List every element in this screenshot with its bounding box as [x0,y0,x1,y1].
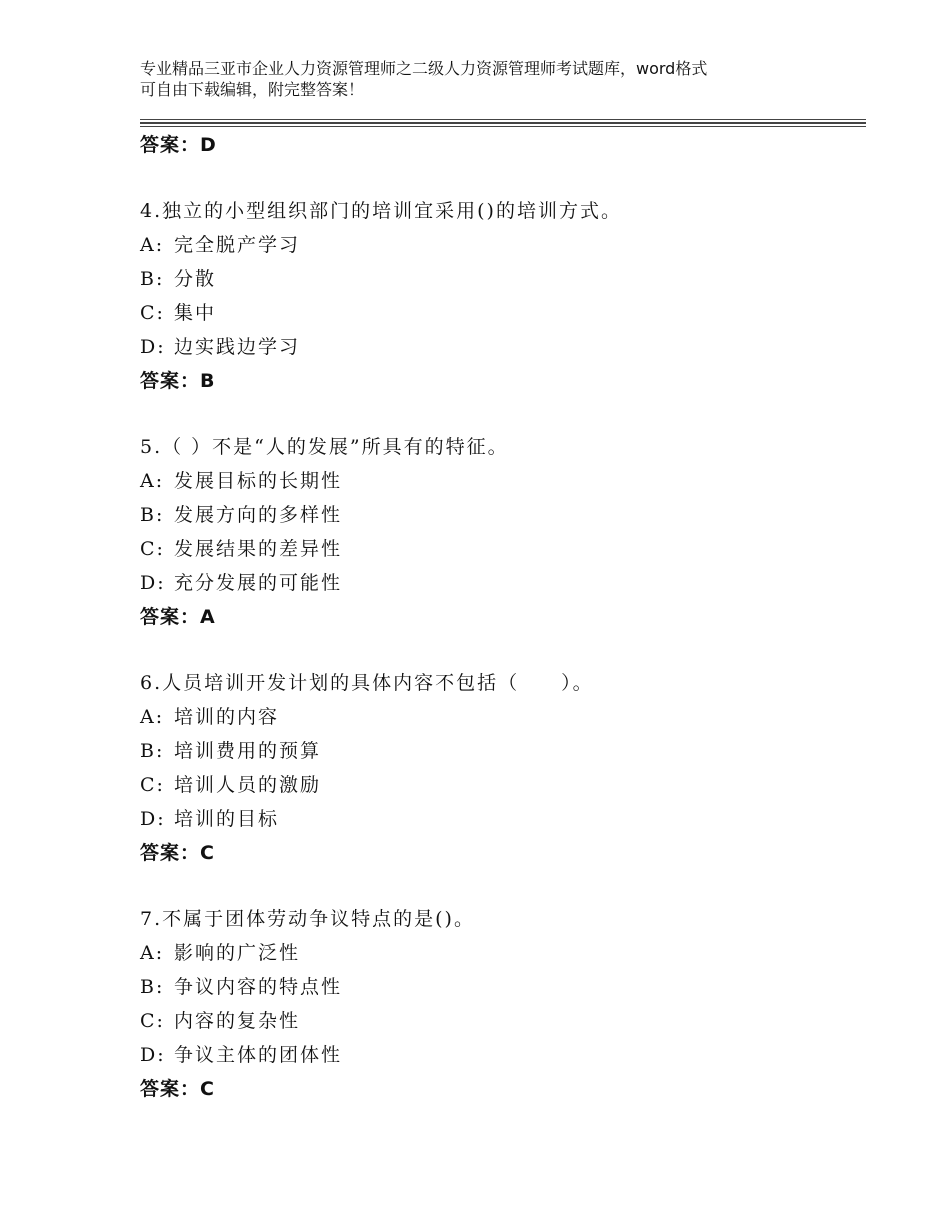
question-5 [140,430,860,634]
question-6 [140,666,860,870]
answer: 答案：A [140,606,216,628]
answer: 答案：C [140,842,215,864]
question-4 [140,194,860,398]
option-b: B: 分散 [140,268,217,290]
document-header [140,58,820,100]
option-a: A: 培训的内容 [140,706,280,728]
question-text: 6.人员培训开发计划的具体内容不包括（ ）。 [140,672,594,694]
option-c: C: 集中 [140,302,217,324]
header-line-1: 专业精品三亚市企业人力资源管理师之二级人力资源管理师考试题库，word格式 [140,59,708,78]
header-rule-top [140,119,866,120]
answer-previous: 答案：D [140,134,217,156]
option-a: A: 影响的广泛性 [140,942,301,964]
answer: 答案：B [140,370,216,392]
option-a: A: 完全脱产学习 [140,234,301,256]
header-rule-middle [140,122,866,124]
option-c: C: 内容的复杂性 [140,1010,301,1032]
option-c: C: 发展结果的差异性 [140,538,343,560]
option-d: D: 培训的目标 [140,808,280,830]
question-text: 5.（ ）不是“人的发展”所具有的特征。 [140,436,509,458]
question-list [140,128,860,1106]
question-text: 7.不属于团体劳动争议特点的是()。 [140,908,475,930]
option-d: D: 充分发展的可能性 [140,572,343,594]
header-rule-bottom [140,126,866,127]
question-text: 4.独立的小型组织部门的培训宜采用()的培训方式。 [140,200,622,222]
option-b: B: 争议内容的特点性 [140,976,343,998]
option-b: B: 发展方向的多样性 [140,504,343,526]
answer: 答案：C [140,1078,215,1100]
option-d: D: 边实践边学习 [140,336,301,358]
option-a: A: 发展目标的长期性 [140,470,343,492]
option-c: C: 培训人员的激励 [140,774,322,796]
option-b: B: 培训费用的预算 [140,740,322,762]
header-line-2: 可自由下载编辑，附完整答案！ [140,80,365,99]
question-7 [140,902,860,1106]
option-d: D: 争议主体的团体性 [140,1044,343,1066]
